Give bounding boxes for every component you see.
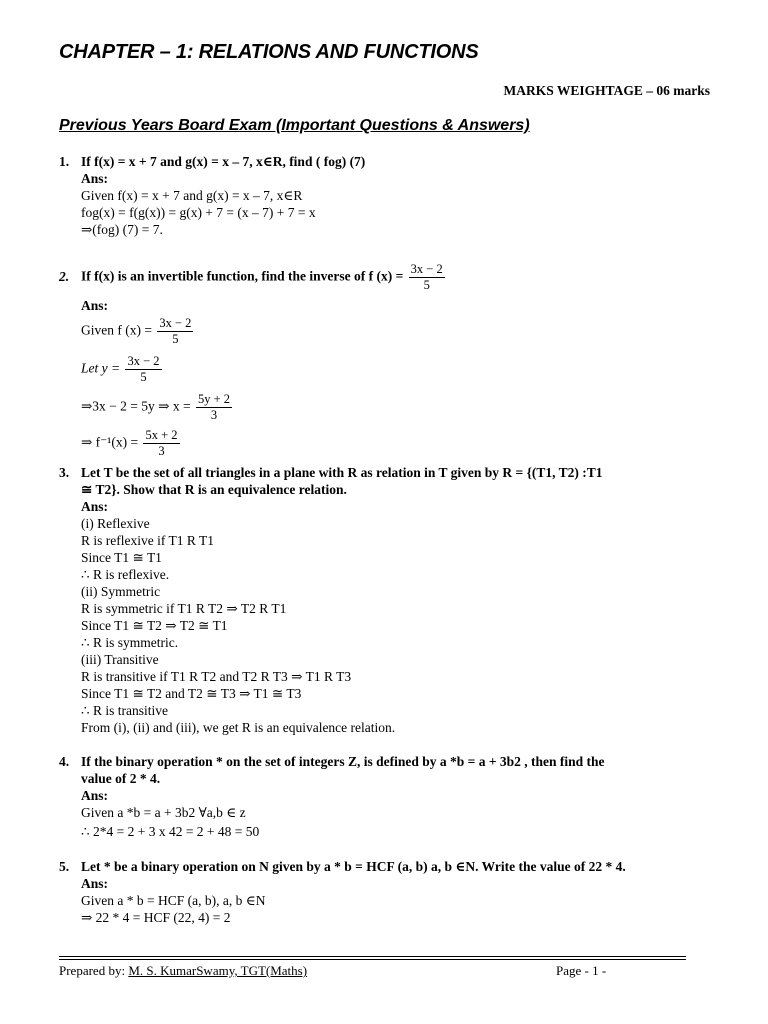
- author-name: M. S. KumarSwamy, TGT(Maths): [128, 963, 308, 978]
- answer-line: R is reflexive if T1 R T1: [81, 533, 214, 548]
- answer-line: ⇒ 22 * 4 = HCF (22, 4) = 2: [81, 910, 231, 925]
- answer-line: R is symmetric if T1 R T2 ⇒ T2 R T1: [81, 601, 287, 616]
- answer-line: Since T1 ≅ T2 and T2 ≅ T3 ⇒ T1 ≅ T3: [81, 686, 302, 701]
- answer-label: Ans:: [81, 298, 109, 313]
- equation-fraction: [125, 354, 161, 385]
- equation-prefix: Let y =: [81, 360, 121, 376]
- section-subtitle: Previous Years Board Exam (Important Questions & Answers): [59, 117, 530, 134]
- equation-prefix: ⇒3x − 2 = 5y ⇒ x =: [81, 398, 191, 414]
- answer-label: Ans:: [81, 876, 109, 891]
- fraction-numerator: 5x + 2: [145, 428, 178, 442]
- answer-label: Ans:: [81, 499, 109, 514]
- answer-label: Ans:: [81, 788, 109, 803]
- question-text-continued: value of 2 * 4.: [81, 771, 161, 786]
- question-2: [59, 262, 709, 293]
- question-5: [59, 858, 719, 875]
- fraction-denominator: 5: [140, 370, 147, 384]
- question-4: [59, 753, 709, 770]
- question-text: Let T be the set of all triangles in a plane with R as relation in T given by R = {(T1, T2) :T1: [81, 465, 603, 480]
- answer-line: ⇒(fog) (7) = 7.: [81, 222, 163, 237]
- equation-prefix: ⇒ f⁻¹(x) =: [81, 434, 139, 450]
- answer-line: fog(x) = f(g(x)) = g(x) + 7 = (x – 7) + 7 = x: [81, 205, 316, 220]
- question-number: 5.: [59, 859, 70, 874]
- answer-line: [81, 428, 182, 459]
- answer-line: From (i), (ii) and (iii), we get R is an equivalence relation.: [81, 720, 396, 735]
- question-number: 4.: [59, 754, 70, 769]
- question-number: 2.: [59, 268, 70, 284]
- equation-fraction: [143, 428, 179, 459]
- equation-fraction: [157, 316, 193, 347]
- prepared-by-label: Prepared by:: [59, 963, 126, 978]
- fraction-numerator: 3x − 2: [410, 262, 443, 276]
- question-text: Let * be a binary operation on N given by a * b = HCF (a, b) a, b ∈N. Write the value of 22 * 4.: [81, 859, 626, 874]
- answer-line: R is transitive if T1 R T2 and T2 R T3 ⇒ T1 R T3: [81, 669, 352, 684]
- question-fraction: [409, 262, 445, 293]
- answer-line: ∴ R is transitive: [81, 703, 168, 718]
- fraction-numerator: 3x − 2: [127, 354, 160, 368]
- question-number: 1.: [59, 154, 70, 169]
- fraction-numerator: 5y + 2: [197, 392, 231, 406]
- fraction-denominator: 3: [158, 444, 165, 458]
- answer-line: (i) Reflexive: [81, 516, 150, 531]
- fraction-denominator: 5: [172, 332, 179, 346]
- equation-prefix: Given f (x) =: [81, 322, 152, 338]
- question-1: [59, 153, 709, 170]
- answer-line: ∴ R is symmetric.: [81, 635, 179, 650]
- answer-line: ∴ 2*4 = 2 + 3 x 42 = 2 + 48 = 50: [81, 824, 260, 839]
- question-number: 3.: [59, 465, 70, 480]
- answer-label: Ans:: [81, 171, 109, 186]
- answer-line: Given f(x) = x + 7 and g(x) = x – 7, x∈R: [81, 188, 303, 203]
- footer-rule: [59, 956, 686, 957]
- question-text-continued: ≅ T2}. Show that R is an equivalence relation.: [81, 482, 347, 497]
- answer-line: [81, 392, 234, 423]
- question-text: If f(x) = x + 7 and g(x) = x – 7, x∈R, find ( fog) (7): [81, 154, 366, 169]
- answer-line: Since T1 ≅ T2 ⇒ T2 ≅ T1: [81, 618, 228, 633]
- answer-line: ∴ R is reflexive.: [81, 567, 170, 582]
- answer-line: [81, 316, 195, 347]
- page-number: Page - 1 -: [556, 963, 607, 978]
- fraction-denominator: 3: [210, 408, 218, 422]
- question-text: If the binary operation * on the set of integers Z, is defined by a *b = a + 3b2 , then find the: [81, 754, 605, 769]
- footer-credit: [59, 963, 307, 979]
- question-3: [59, 464, 709, 481]
- answer-line: Given a * b = HCF (a, b), a, b ∈N: [81, 893, 266, 908]
- answer-line: Since T1 ≅ T1: [81, 550, 162, 565]
- footer-rule: [59, 959, 686, 960]
- answer-line: [81, 354, 164, 385]
- answer-line: Given a *b = a + 3b2 ∀a,b ∈ z: [81, 805, 246, 820]
- answer-line: (iii) Transitive: [81, 652, 159, 667]
- equation-fraction: [196, 392, 232, 423]
- chapter-title: CHAPTER – 1: RELATIONS AND FUNCTIONS: [59, 41, 479, 63]
- question-text: If f(x) is an invertible function, find the inverse of f (x) =: [81, 268, 404, 284]
- marks-weightage: MARKS WEIGHTAGE – 06 marks: [503, 83, 710, 98]
- answer-line: (ii) Symmetric: [81, 584, 161, 599]
- fraction-numerator: 3x − 2: [159, 316, 192, 330]
- fraction-denominator: 5: [423, 278, 430, 292]
